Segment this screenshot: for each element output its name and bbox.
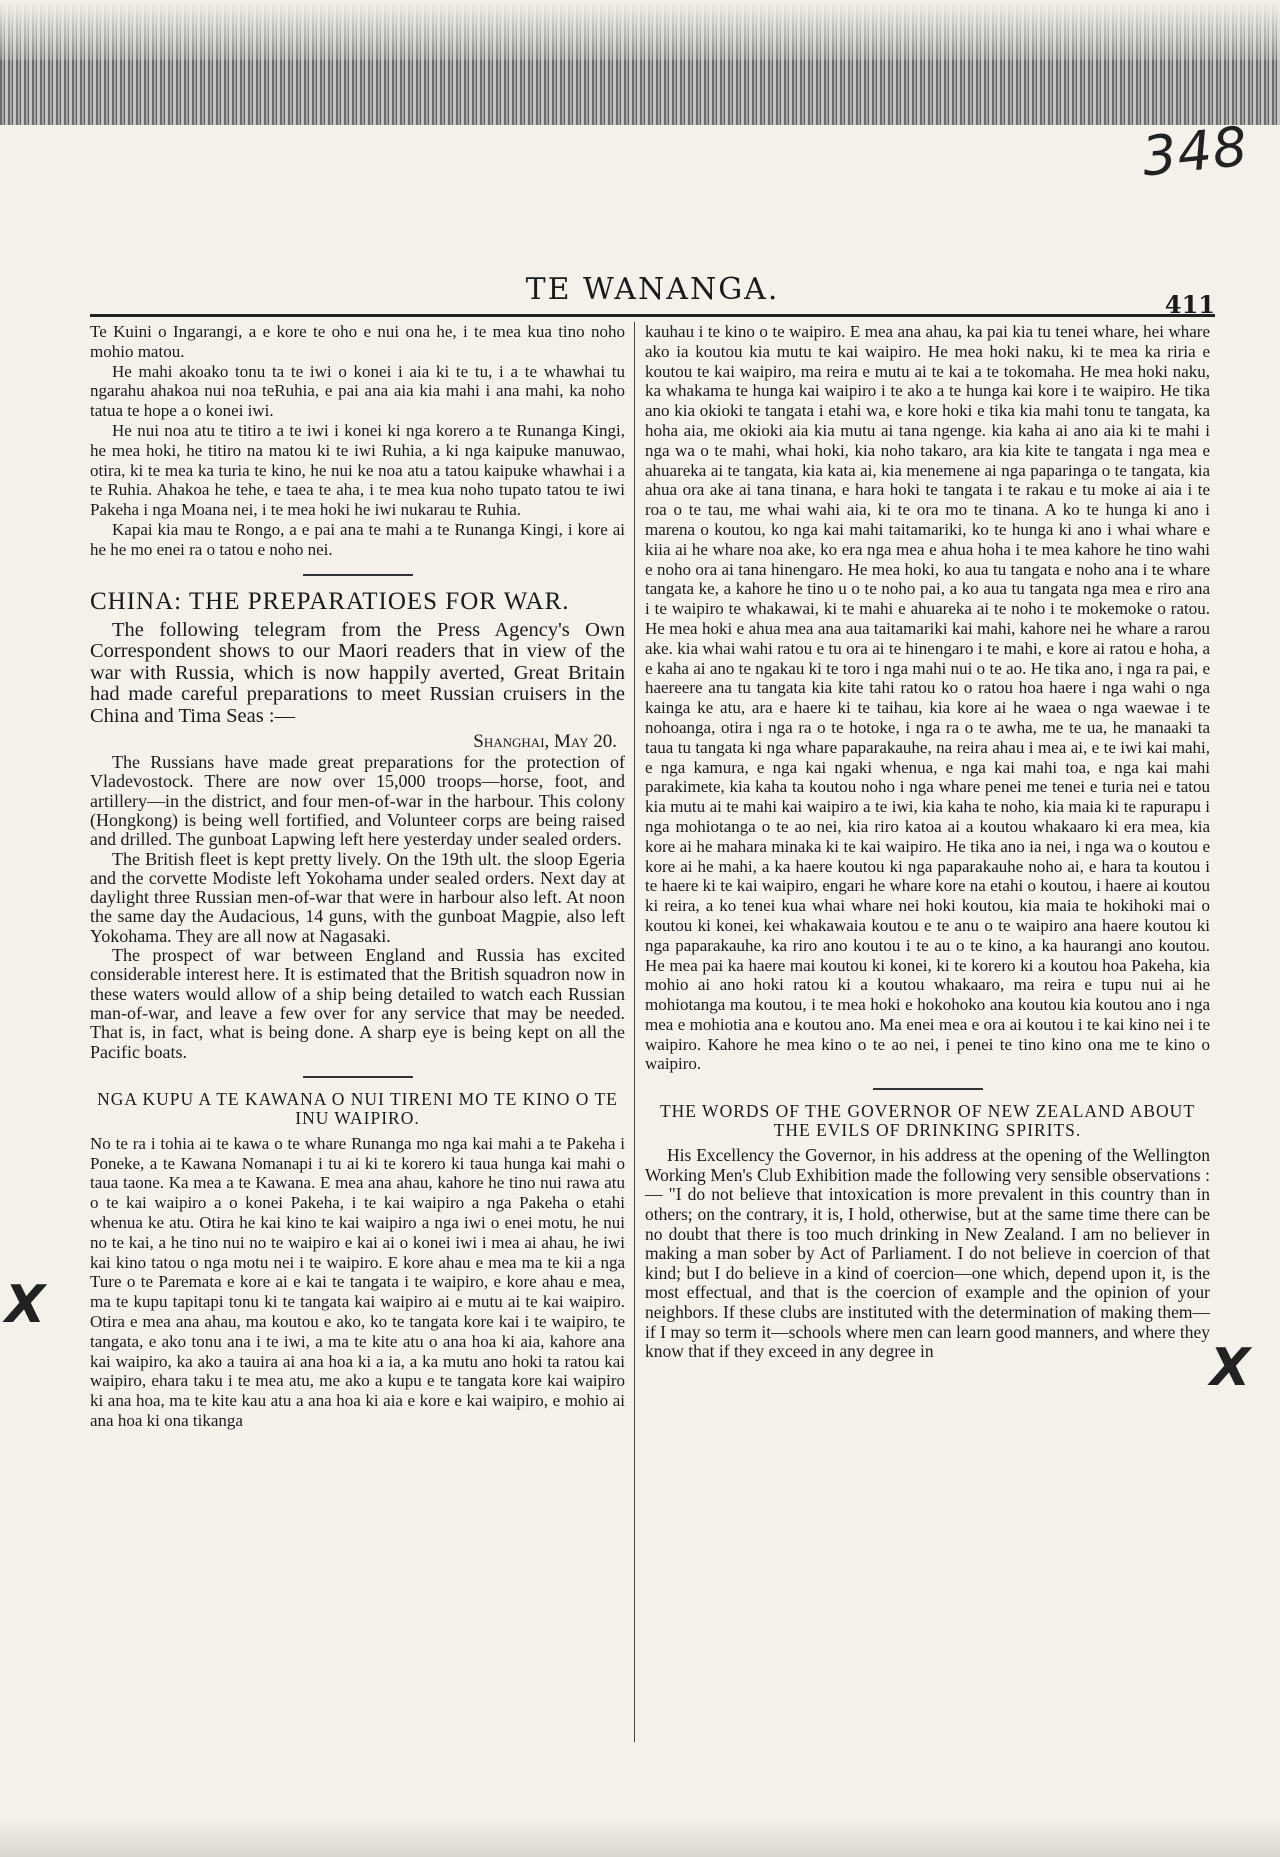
scan-edge-bottom [0, 1817, 1280, 1857]
kupu-headline: NGA KUPU A TE KAWANA O NUI TIRENI MO TE KINO O TE INU WAIPIRO. [97, 1088, 618, 1128]
section-rule [303, 1076, 413, 1078]
english-paragraph: The Russians have made great preparations for the protection of Vladevostock. There are now over 15,000 troops—horse, foot, and artillery—in the district, and four men-of-war in the harbour. This colony (Hongkong) is being well fortified, and Volunteer corps are being raised and drilled. The gunboat Lapwing left here yesterday under sealed orders. [90, 752, 625, 850]
maori-paragraph: He nui noa atu te titiro a te iwi i konei ki nga korero a te Runanga Kingi, he mea hoki, he titiro na matou ki te iwi Ruhia, a ki nga kaipuke manuwao, otira, ki te mea ka turia te kino, he nui ke noa atu a tatou kaipuke whawhai i a te Ruhia. Ahakoa he tehe, e taea te aha, i te mea kua noho tupato tatou te iwi Pakeha i nga Moana nei, i te mea hoki he iwi nukarau te Ruhia. [90, 420, 625, 520]
section-rule [873, 1088, 983, 1090]
right-column [645, 322, 1210, 1362]
left-column [90, 322, 625, 1431]
words-headline: THE WORDS OF THE GOVERNOR OF NEW ZEALAND ABOUT THE EVILS OF DRINKING SPIRITS. [659, 1101, 1196, 1141]
maori-paragraph: No te ra i tohia ai te kawa o te whare Runanga mo nga kai mahi a te Pakeha i Poneke, a te Kawana Nomanapi i tu ai ki te korero ki taua hunga kai mahi o taua taone. Ka mea a te Kawana. E mea ana ahau, kahore he tino nui rawa atu o te kai waipiro a o konei Pakeha, i te kai waipiro a nga Pakeha o etahi whenua ke atu. Otira he kai kino te kai waipiro a nga iwi o enei motu, he nui no te kai, a he tino nui no te waipiro e kai ai o konei iwi i mea ai ahau, he iwi kai kino tatou o nga motu nei i te waipiro. E kore ahau e mea ma te kii a nga Ture o te Paremata e kore ai e kai te tangata i te waipiro, e kore ahau e mea, ma te kupu tapitapi tonu ki te tangata kai waipiro ai e mutu ai te kai waipiro. Otira e mea ana ahau, ma koutou e ako, ko te tangata kore kai i te waipiro, te tangata, e ako tonu ana i te iwi, a ma te kite atu o ana hoa ki aia, kahore ana kai waipiro, ka ako a tauira ai ana hoa ki a ia, a ka mutu ano hoki ta ratou kai waipiro, ehara taku i te mea atu, me ako a kupu e te tangata kore kai waipiro ki ana hoa, ma te kite kau atu a ana hoa ki aia e kore e kai waipiro, e mohio ai ana hoa ki ona tikanga [90, 1133, 625, 1430]
column-divider [634, 322, 635, 1742]
margin-mark-right: X [1210, 1338, 1252, 1398]
maori-paragraph: kauhau i te kino o te waipiro. E mea ana ahau, ka pai kia tu tenei whare, hei whare ako ia koutou kia mutu te kai waipiro. He mea hoki naku, ki te mea ka riria e koutou te kai waipiro, ma reira e mutu ai te kai a te tokomaha. He mea hoki naku, ka whakama te hunga kai waipiro i te ako a te hunga kai kore i te waipiro. He tika ano kia okioki te tangata i etahi wa, e kore hoki e tika kia mahi tonu te tangata, ka hoha aia, me okioki aia kia mutu ai tana ngenge. kia kaha ai ano aia ki te mahi i nga wa o te mahi, whai hoki, kia noho takaro, ara kia kite te tangata i nga mea e ahuareka ai te tangata, kia kata ai, kia menemene ai nga paparinga o te tangata, kia ahua ora ake ai tana tinana, e hara hoki te tangata i te rakau e tu moke ai aia i te roa o te tau, me whai wahi aia, ki te ora mo te tinana. A ko te hunga ki ano i marena o koutou, ko nga kai mahi taitamariki, ko te hunga ki ano i whai whare e kiia ai he whare noa ake, ko era nga mea e ahua hoha i te mea kahore he tino wahi e noho ora ai tana hinengaro. He mea hoki, ko aua tu tangata e noho ana i te whare tangata ke, a kahore he tino u o te noho pai, a ko aua tu tangata nga mea e riro ana i te waipiro te whakawai, ki te mahi e ahuareka ai te noho i te mokemoke o ratou. He mea hoki e ahua mea ana aua taitamariki kai mahi, kahore nei he whare a rarou ake. kia whai wahi ratou e tu ora ai te hinengaro i te mahi, e kore ai ratou e hoha, a e kaha ai ano te ngakau ki te toro i nga mahi nui o te ao. He tika ano, i nga ra pai, e haereere ana tu tangata kia kite tahi ratou ko o ratou hoa haere i nga wahi o nga kainga ke atu, ara e haere ki te taihau, kia kore ai he waea o nga waewae i te nohoanga, otira i nga ra o te hotoke, i nga ra o te awha, me te ua, he manaaki ta taua tu tangata ki nga whare paparakauhe, na reira ahau i mea ai, e te iwi kai mahi, e nga kamura, e nga kai ngaki whenua, e nga kai mahi toa, e nga kai mahi parakimete, kia kaha ta koutou noho i nga whare penei me tenei e turia nei e tatou kia mutu ai te mahi kai waipiro a te iwi, kia kaha te noho, kia maia ki te rapurapu i nga mohiotanga o te ao nei, kia riro katoa ai a koutou whakaaro ki era mea, kia kore ai he mahara minaka ki te kai waipiro. He tika ano ia nei, i nga wa o koutou e kore ai he mahi, a ka haere koutou ki nga paparakauhe noho ai, e hara ta koutou i te haere ki te kai waipiro, engari he whare kore na etahi o koutou, i haere ai koutou ki reira, a ko tenei kua whai whare nei hoki koutou, kia maia te hokihoki mai o koutou ki konei, kei whakawaia koutou e te anu o te waipiro ana haere koutou ki nga paparakauhe, ka riro ano koutou i te au o te kino, a ka haurangi ano koutou. He mea pai ka haere mai koutou ki konei, ki te korero ki a koutou hoa Pakeha, kia mohio ai ano hoki ratou ki a koutou whakaaro, ma reira e tupu nui ai he mohiotanga ma koutou, i te mea hoki e hokohoko ana koutou kia koutou ano i nga mea e mohiotia ana e koutou ano. Ma enei mea e ora ai koutou i te kai kino nei i te waipiro. Kahore he mea kino o te ao nei, i penei te tino kino ona me te kino o waipiro. [645, 322, 1210, 1074]
english-paragraph: The prospect of war between England and Russia has excited considerable interest here. It is estimated that the British squadron now in these waters would allow of a ship being detailed to watch each Russian man-of-war, and leave a few over for any service that may be needed. That is, in fact, what is being done. A sharp eye is being kept on all the Pacific boats. [90, 945, 625, 1062]
maori-paragraph: Te Kuini o Ingarangi, a e kore te oho e nui ona he, i te mea kua tino noho mohio matou. [90, 322, 625, 361]
china-headline: CHINA: THE PREPARATIOES FOR WAR. [90, 587, 570, 615]
page-number: 411 [1164, 290, 1215, 319]
masthead [90, 268, 1215, 317]
english-paragraph: His Excellency the Governor, in his address at the opening of the Wellington Working Men's Club Exhibition made the following very sensible observations :— "I do not believe that intoxication is more prevalent in this country than in others; on the contrary, it is, I hold, otherwise, but at the same time there can be no doubt that there is too much drinking in New Zealand. I am no believer in making a man sober by Act of Parliament. I do not believe in coercion of that kind; but I do believe in a kind of coercion—one which, depend upon it, is the most effectual, and that is the coercion of example and the opinion of your neighbors. If these clubs are instituted with the determination of making them—if I may so term it—schools where men can learn good manners, and where they know that if they exceed in any degree in [645, 1145, 1210, 1362]
scan-edge-top [0, 0, 1280, 125]
section-rule [303, 574, 413, 576]
handwritten-folio-number: 348 [1138, 114, 1252, 189]
dateline: Shanghai, May 20. [473, 731, 617, 753]
margin-mark-left: X [5, 1275, 47, 1335]
running-title: TE WANANGA. [525, 272, 780, 307]
maori-paragraph: Kapai kia mau te Rongo, a e pai ana te mahi a te Runanga Kingi, i kore ai he he mo enei ra o tatou e noho nei. [90, 519, 625, 559]
english-paragraph: The British fleet is kept pretty lively. On the 19th ult. the sloop Egeria and the corvette Modiste left Yokohama under sealed orders. Next day at daylight three Russian men-of-war that were in harbour also left. At noon the same day the Audacious, 14 guns, with the gunboat Magpie, also left Yokohama. They are all now at Nagasaki. [90, 848, 625, 946]
china-intro: The following telegram from the Press Agency's Own Correspondent shows to our Maori readers that in view of the war with Russia, which is now happily averted, Great Britain had made careful preparations to meet Russian cruisers in the China and Tima Seas :— [90, 618, 625, 727]
maori-paragraph: He mahi akoako tonu ta te iwi o konei i aia ki te tu, i a te whawhai tu ngarahu ahakoa nui noa teRuhia, e pai ana aia kia mahi i ana mahi, ka noho tatua te hope a o konei iwi. [90, 361, 625, 421]
